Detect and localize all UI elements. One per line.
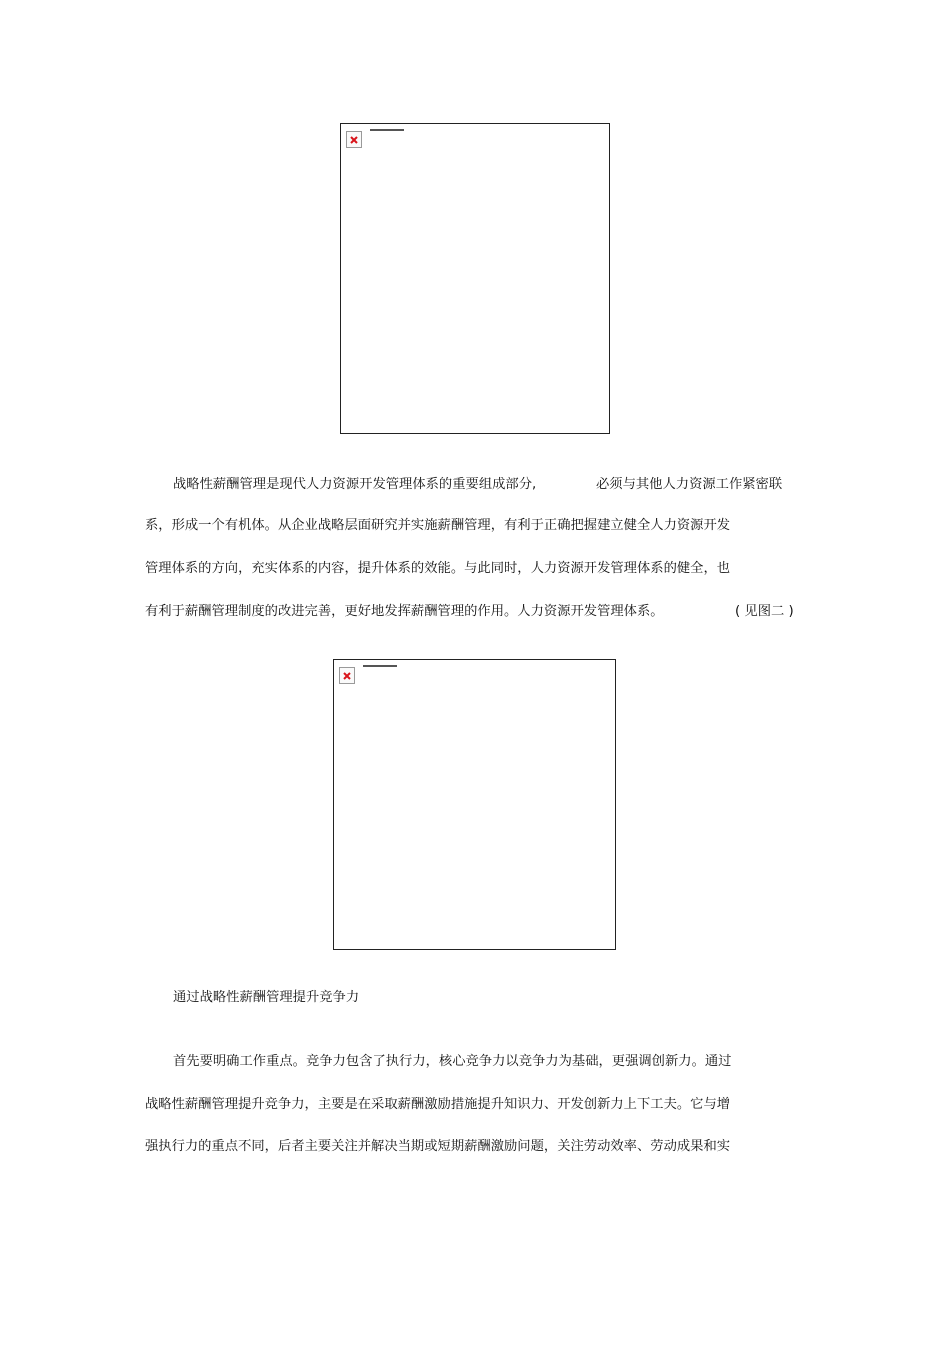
figure-1-image [340,123,610,434]
paragraph-1-line-2: 系，形成一个有机体。从企业战略层面研究并实施薪酬管理，有利于正确把握建立健全人力资源开发 [145,518,731,533]
broken-image-icon [346,131,362,148]
paragraph-2-line-2: 战略性薪酬管理提升竞争力，主要是在采取薪酬激励措施提升知识力、开发创新力上下工夫。它与增 [145,1097,731,1112]
figure-2-caption-mark [363,665,397,667]
figure-2-image [333,659,616,950]
figure-2-reference: ( 见图二 ) [735,604,794,619]
paragraph-1-line-1-tail: 必须与其他人力资源工作紧密联 [596,477,783,492]
paragraph-1-line-4: 有利于薪酬管理制度的改进完善，更好地发挥薪酬管理的作用。人力资源开发管理体系。 [145,604,664,619]
paragraph-1-line-3: 管理体系的方向，充实体系的内容，提升体系的效能。与此同时，人力资源开发管理体系的健全，也 [145,561,731,576]
paragraph-1-line-1: 战略性薪酬管理是现代人力资源开发管理体系的重要组成部分, [173,477,537,492]
section-heading: 通过战略性薪酬管理提升竞争力 [173,990,360,1005]
broken-image-icon [339,667,355,684]
paragraph-2-line-1: 首先要明确工作重点。竞争力包含了执行力，核心竞争力以竞争力为基础，更强调创新力。通过 [173,1054,732,1069]
figure-1-caption-mark [370,129,404,131]
paragraph-2-line-3: 强执行力的重点不同，后者主要关注并解决当期或短期薪酬激励问题，关注劳动效率、劳动成果和实 [145,1139,731,1154]
